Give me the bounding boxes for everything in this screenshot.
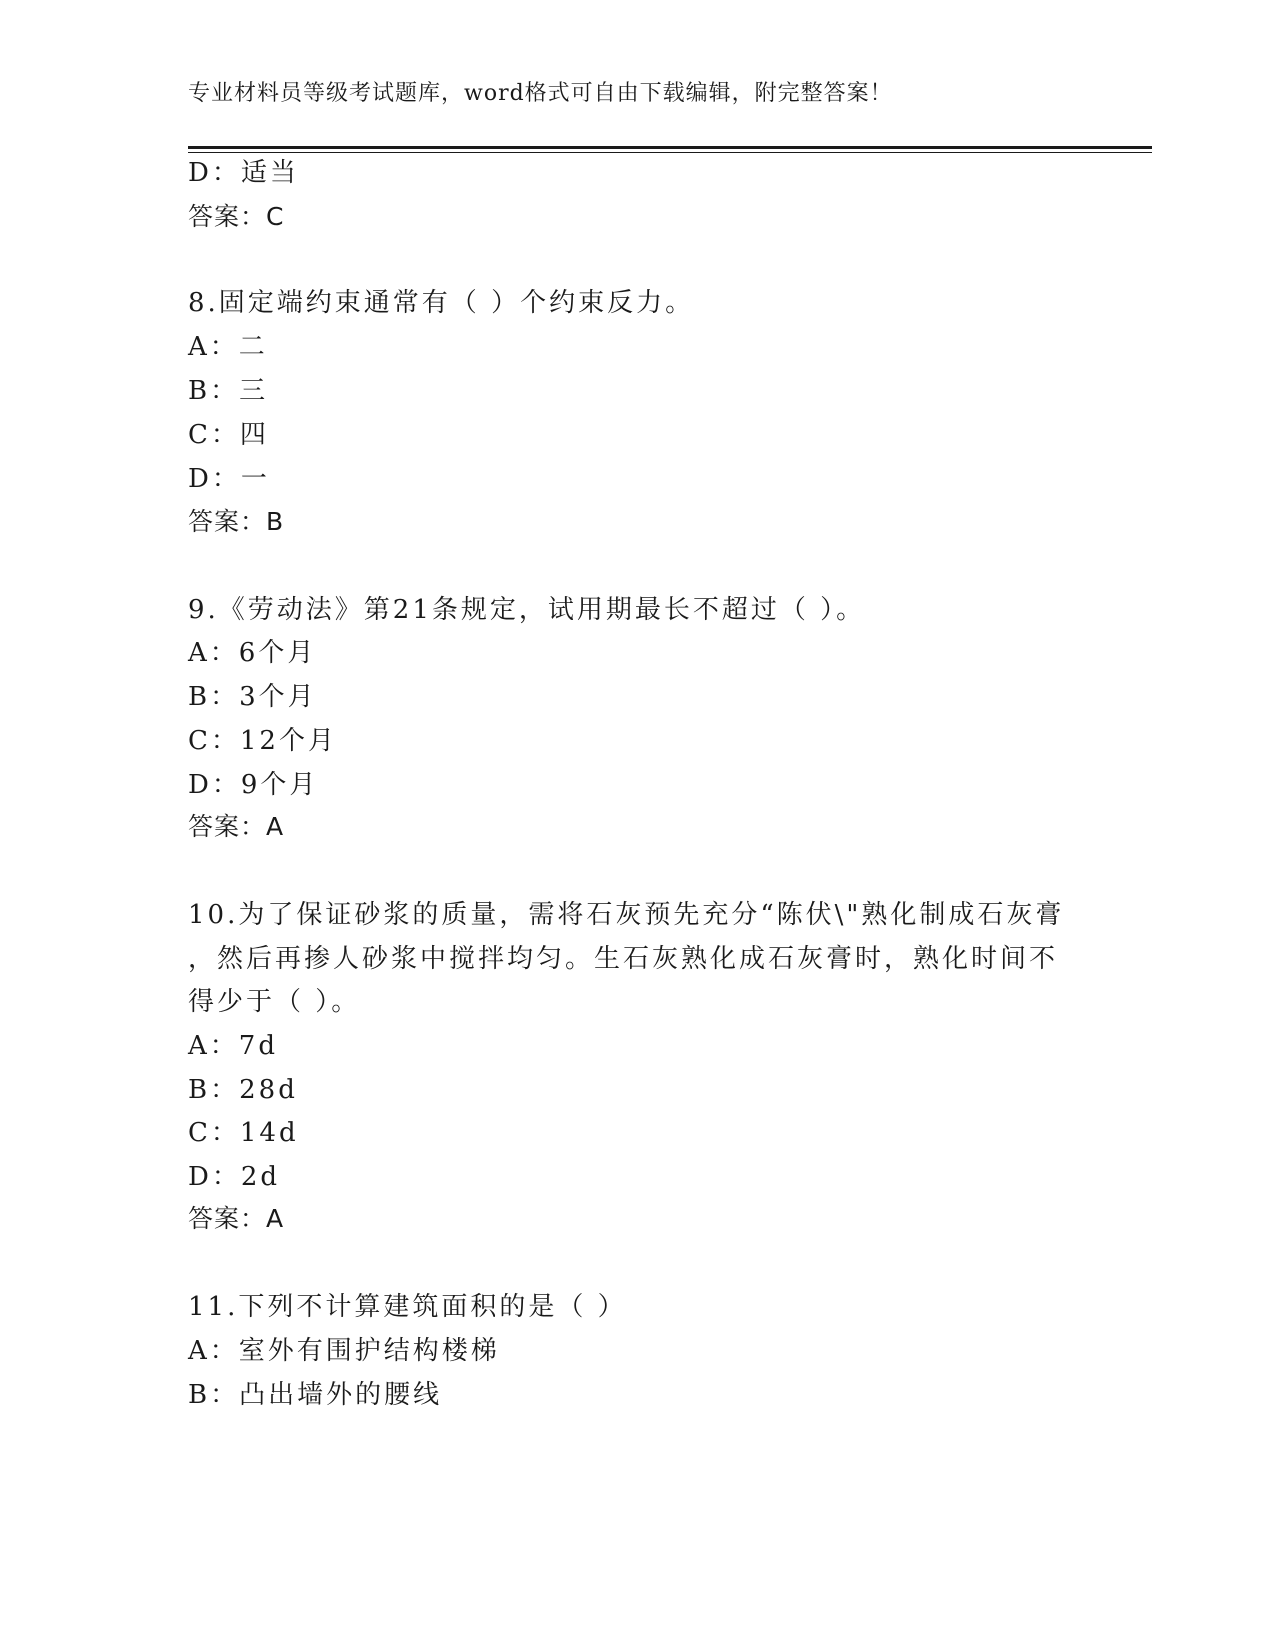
question-9-option-a: A：6个月: [188, 638, 317, 668]
page-header: 专业材料员等级考试题库，word格式可自由下载编辑，附完整答案！: [188, 81, 893, 106]
question-9-option-d: D：9个月: [188, 770, 319, 800]
question-9-answer: 答案：A: [188, 812, 285, 841]
question-8-stem: 8.固定端约束通常有（ ）个约束反力。: [188, 288, 695, 318]
question-9-stem: 9.《劳动法》第21条规定，试用期最长不超过（ ）。: [188, 595, 866, 625]
question-9-option-b: B：3个月: [188, 682, 317, 712]
question-11-option-a: A：室外有围护结构楼梯: [188, 1336, 500, 1366]
question-8-option-b: B：三: [188, 376, 269, 406]
question-8-option-c: C：四: [188, 420, 269, 450]
question-8-option-a: A：二: [188, 332, 268, 362]
header-rule: [188, 146, 1152, 149]
question-10-stem-line-2: ，然后再掺人砂浆中搅拌均匀。生石灰熟化成石灰膏时，熟化时间不: [188, 944, 1059, 974]
question-9-option-c: C：12个月: [188, 726, 337, 756]
question-11-stem: 11.下列不计算建筑面积的是（ ）: [188, 1292, 627, 1322]
question-10-option-d: D：2d: [188, 1162, 281, 1192]
question-11-option-b: B：凸出墙外的腰线: [188, 1380, 443, 1410]
answer-prev: 答案：C: [188, 202, 285, 231]
question-10-option-a: A：7d: [188, 1031, 278, 1061]
question-8-option-d: D：一: [188, 464, 270, 494]
question-8-answer: 答案：B: [188, 507, 285, 536]
question-10-stem-line-1: 10.为了保证砂浆的质量，需将石灰预先充分“陈伏\"熟化制成石灰膏: [188, 900, 1065, 930]
option-d-prev: D：适当: [188, 158, 299, 188]
question-10-answer: 答案：A: [188, 1204, 285, 1233]
question-10-option-b: B：28d: [188, 1075, 298, 1105]
question-10-stem-line-3: 得少于（ ）。: [188, 987, 361, 1017]
question-10-option-c: C：14d: [188, 1118, 299, 1148]
